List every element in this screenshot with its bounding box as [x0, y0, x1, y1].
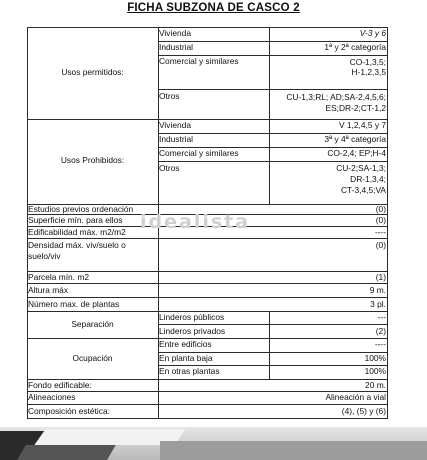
table-border-right [387, 27, 388, 419]
densidad-value: (0) [375, 240, 386, 250]
watermark: idealista [140, 211, 251, 233]
prohibidos-industrial-label: Industrial [159, 134, 193, 144]
permitidos-industrial-label: Industrial [159, 42, 193, 52]
alineaciones-value: Alineación a vial [325, 392, 386, 402]
prohibidos-otros-value: CT-3,4,5;VA [341, 185, 386, 195]
superficie-label: Superficie mín. para ellos [28, 215, 123, 225]
fondo-label: Fondo edificable: [28, 380, 92, 390]
table-border-bottom [27, 418, 388, 419]
group-separacion: Separación [71, 319, 114, 329]
rule [27, 404, 388, 405]
rule [27, 297, 388, 298]
plantas-label: Número max. de plantas [28, 299, 120, 309]
altura-label: Altura máx [28, 285, 69, 295]
composicion-value: (4), (5) y (6) [341, 406, 386, 416]
separacion-publicos-value: --- [377, 312, 386, 322]
rule [158, 324, 388, 325]
document-title: FICHA SUBZONA DE CASCO 2 [127, 2, 300, 14]
permitidos-vivienda-value: V-3 y 6 [359, 28, 386, 38]
separacion-privados-label: Linderos privados [159, 326, 226, 336]
permitidos-otros-value: ES;DR-2;CT-1,2 [325, 103, 386, 113]
estudios-value: (0) [375, 204, 386, 214]
superficie-value: (0) [375, 215, 386, 225]
photo-strip [0, 427, 427, 460]
permitidos-industrial-value: 1ª y 2ª categoría [324, 42, 386, 52]
ocupacion-baja-label: En planta baja [159, 353, 213, 363]
parcela-label: Parcela mín. m2 [28, 272, 89, 282]
estudios-label: Estudios previos ordenación [28, 204, 134, 214]
ocupacion-entre-value: ---- [374, 339, 386, 349]
group-usos-prohibidos: Usos Prohibidos: [60, 155, 125, 165]
ocupacion-entre-label: Entre edificios [159, 339, 212, 349]
rule [27, 283, 388, 284]
prohibidos-comercial-value: CO-2,4; EP;H-4 [327, 148, 386, 158]
column-divider-separacion-ocupacion [269, 311, 270, 379]
permitidos-comercial-value: H-1,2,3,5 [351, 67, 386, 77]
permitidos-vivienda-label: Vivienda [159, 28, 191, 38]
group-ocupacion: Ocupación [72, 353, 113, 363]
prohibidos-otros-label: Otros [159, 163, 180, 173]
group-usos-permitidos: Usos permitidos: [61, 67, 124, 77]
separacion-privados-value: (2) [375, 326, 386, 336]
edificabilidad-value: ---- [374, 227, 386, 237]
table-border-top [27, 27, 388, 28]
prohibidos-otros-value: CU-2;SA-1,3; [336, 163, 386, 173]
rule [27, 238, 388, 239]
prohibidos-industrial-value: 3ª y 4ª categoría [324, 134, 386, 144]
fondo-value: 20 m. [365, 380, 386, 390]
composicion-label: Composición estética: [28, 406, 110, 416]
rule [27, 119, 388, 120]
permitidos-otros-value: CU-1,3;RL; AD;SA-2,4,5,6; [286, 92, 386, 102]
prohibidos-otros-value: DR-1,3,4; [350, 174, 386, 184]
edificabilidad-label: Edificabilidad máx. m2/m2 [28, 227, 126, 237]
prohibidos-comercial-label: Comercial y similares [159, 148, 239, 158]
altura-value: 9 m. [369, 285, 386, 295]
ocupacion-baja-value: 100% [364, 353, 386, 363]
permitidos-comercial-label: Comercial y similares [159, 56, 239, 66]
prohibidos-vivienda-label: Vivienda [159, 120, 191, 130]
prohibidos-vivienda-value: V 1,2,4,5 y 7 [338, 120, 386, 130]
plantas-value: 3 pl. [370, 299, 386, 309]
rule [158, 89, 388, 90]
densidad-label: suelo/viv [28, 251, 61, 261]
rule [158, 161, 388, 162]
separacion-publicos-label: Linderos públicos [159, 312, 225, 322]
permitidos-comercial-value: CO-1,3,5; [349, 57, 386, 67]
ocupacion-otras-label: En otras plantas [159, 366, 220, 376]
parcela-value: (1) [375, 272, 386, 282]
ocupacion-otras-value: 100% [364, 366, 386, 376]
alineaciones-label: Alineaciones [28, 392, 76, 402]
permitidos-otros-label: Otros [159, 91, 180, 101]
densidad-label: Densidad máx. viv/suelo o [28, 240, 126, 250]
